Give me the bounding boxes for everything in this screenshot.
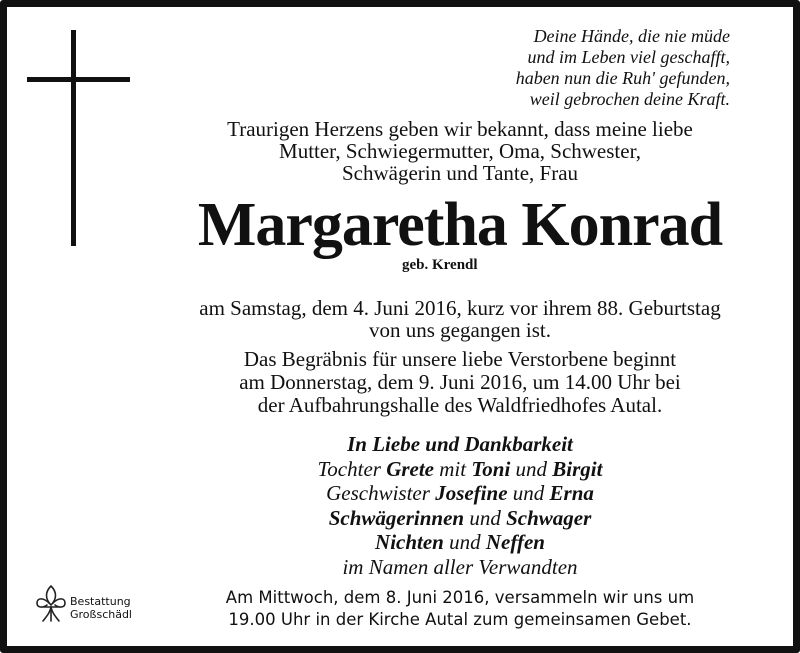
funeral-details <box>140 348 780 417</box>
intro-line: Schwägerin und Tante, Frau <box>341 161 579 185</box>
poem-line: weil gebrochen deine Kraft. <box>529 89 730 109</box>
poem-line: und im Leben viel geschafft, <box>527 47 730 67</box>
logo-line: Großschädl <box>70 608 132 621</box>
mourners-line: Geschwister Josefine und Erna <box>326 481 594 505</box>
mourners-line: Nichten und Neffen <box>375 530 545 554</box>
mourners-footer: im Namen aller Verwandten <box>342 554 578 579</box>
mourners-line: Tochter Grete mit Toni und Birgit <box>317 456 603 481</box>
announcement-intro <box>140 118 780 184</box>
prayer-notice <box>140 587 780 631</box>
mourners-list <box>140 432 780 579</box>
fleur-de-lis-icon <box>34 583 68 625</box>
funeral-home-name <box>70 595 132 621</box>
birth-name: geb. Krendl <box>402 257 478 273</box>
poem-line: haben nun die Ruh' gefunden, <box>515 68 730 88</box>
mourners-heading: In Liebe und Dankbarkeit <box>347 432 573 456</box>
funeral-line: am Donnerstag, dem 9. Juni 2016, um 14.00 Uhr bei <box>239 370 681 394</box>
funeral-line: der Aufbahrungshalle des Waldfriedhofes Autal. <box>257 393 663 417</box>
death-line: am Samstag, dem 4. Juni 2016, kurz vor ihrem 88. Geburtstag <box>199 296 721 320</box>
funeral-line: Das Begräbnis für unsere liebe Verstorbene beginnt <box>243 347 677 371</box>
prayer-line: 19.00 Uhr in der Kirche Autal zum gemeinsamen Gebet. <box>228 610 692 629</box>
prayer-line: Am Mittwoch, dem 8. Juni 2016, versammeln wir uns um <box>225 588 695 607</box>
poem <box>370 26 730 110</box>
mourners-line: Schwägerinnen und Schwager <box>328 505 592 530</box>
intro-line: Traurigen Herzens geben wir bekannt, dass meine liebe <box>227 117 693 141</box>
deceased-name: Margaretha Konrad <box>197 191 723 259</box>
intro-line: Mutter, Schwiegermutter, Oma, Schwester, <box>279 139 641 163</box>
logo-line: Bestattung <box>70 595 131 608</box>
poem-line: Deine Hände, die nie müde <box>533 26 730 46</box>
death-line: von uns gegangen ist. <box>369 318 551 342</box>
death-notice <box>140 297 780 341</box>
